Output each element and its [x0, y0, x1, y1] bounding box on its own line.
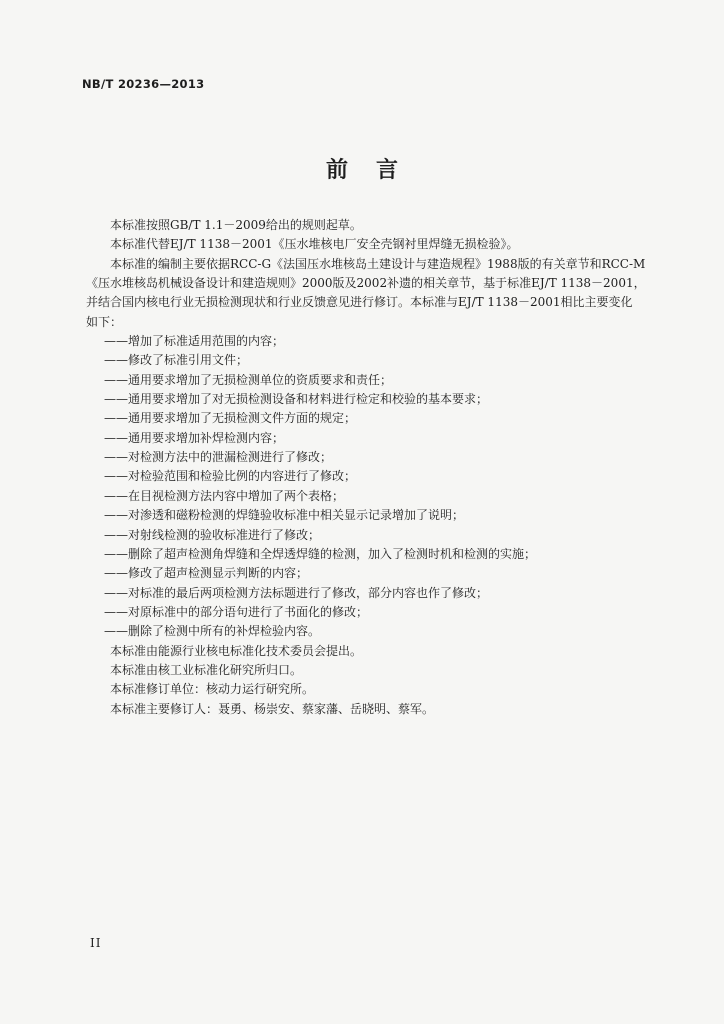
- paragraph-managed-by: 本标准由核工业标准化研究所归口。: [110, 662, 303, 677]
- paragraph-replaces: 本标准代替EJ/T 1138－2001《压水堆核电厂安全壳钢衬里焊缝无损检验》。: [110, 237, 519, 252]
- foreword-body: [86, 216, 646, 719]
- paragraph-basis-line1: 本标准的编制主要依据RCC-G《法国压水堆核岛土建设计与建造规程》1988版的有关章节和RCC-M: [110, 256, 646, 271]
- change-list-item: ——删除了超声检测角焊缝和全焊透焊缝的检测，加入了检测时机和检测的实施；: [104, 546, 537, 561]
- paragraph-basis-line3: 并结合国内核电行业无损检测现状和行业反馈意见进行修订。本标准与EJ/T 1138－2001相比主要变化: [86, 295, 633, 310]
- paragraph-basis-line4: 如下：: [86, 314, 123, 329]
- change-list-item: ——修改了标准引用文件；: [104, 353, 249, 368]
- change-list-item: ——通用要求增加了无损检测文件方面的规定；: [104, 411, 357, 426]
- page-number: II: [90, 936, 102, 950]
- page-title: 前言: [325, 157, 426, 183]
- change-list-item: ——对射线检测的验收标准进行了修改；: [104, 527, 321, 542]
- paragraph-drafting-rules: 本标准按照GB/T 1.1－2009给出的规则起草。: [110, 218, 362, 232]
- change-list-item: ——通用要求增加了无损检测单位的资质要求和责任；: [104, 372, 393, 387]
- paragraph-proposed-by: 本标准由能源行业核电标准化技术委员会提出。: [110, 643, 363, 658]
- paragraph-drafting-unit: 本标准修订单位：核动力运行研究所。: [110, 682, 315, 697]
- change-list-item: ——通用要求增加补焊检测内容；: [104, 430, 285, 445]
- paragraph-drafters: 本标准主要修订人：聂勇、杨崇安、蔡家藩、岳晓明、蔡军。: [110, 701, 435, 716]
- change-list-item: ——修改了超声检测显示判断的内容；: [104, 566, 309, 581]
- change-list-item: ——在目视检测方法内容中增加了两个表格；: [104, 488, 345, 503]
- change-list-item: ——对原标准中的部分语句进行了书面化的修改；: [104, 604, 369, 619]
- change-list-item: ——通用要求增加了对无损检测设备和材料进行检定和校验的基本要求；: [104, 392, 489, 407]
- change-list-item: ——对渗透和磁粉检测的焊缝验收标准中相关显示记录增加了说明；: [104, 508, 465, 523]
- change-list-item: ——增加了标准适用范围的内容；: [104, 334, 285, 349]
- standard-code-header: NB/T 20236—2013: [82, 77, 205, 91]
- change-list-item: ——对标准的最后两项检测方法标题进行了修改，部分内容也作了修改；: [104, 585, 489, 600]
- change-list-item: ——删除了检测中所有的补焊检验内容。: [104, 624, 321, 639]
- paragraph-basis-line2: 《压水堆核岛机械设备设计和建造规则》2000版及2002补遗的相关章节，基于标准EJ/T 1138－2001，: [86, 276, 646, 291]
- change-list-item: ——对检测方法中的泄漏检测进行了修改；: [104, 450, 333, 465]
- change-list-item: ——对检验范围和检验比例的内容进行了修改；: [104, 469, 357, 484]
